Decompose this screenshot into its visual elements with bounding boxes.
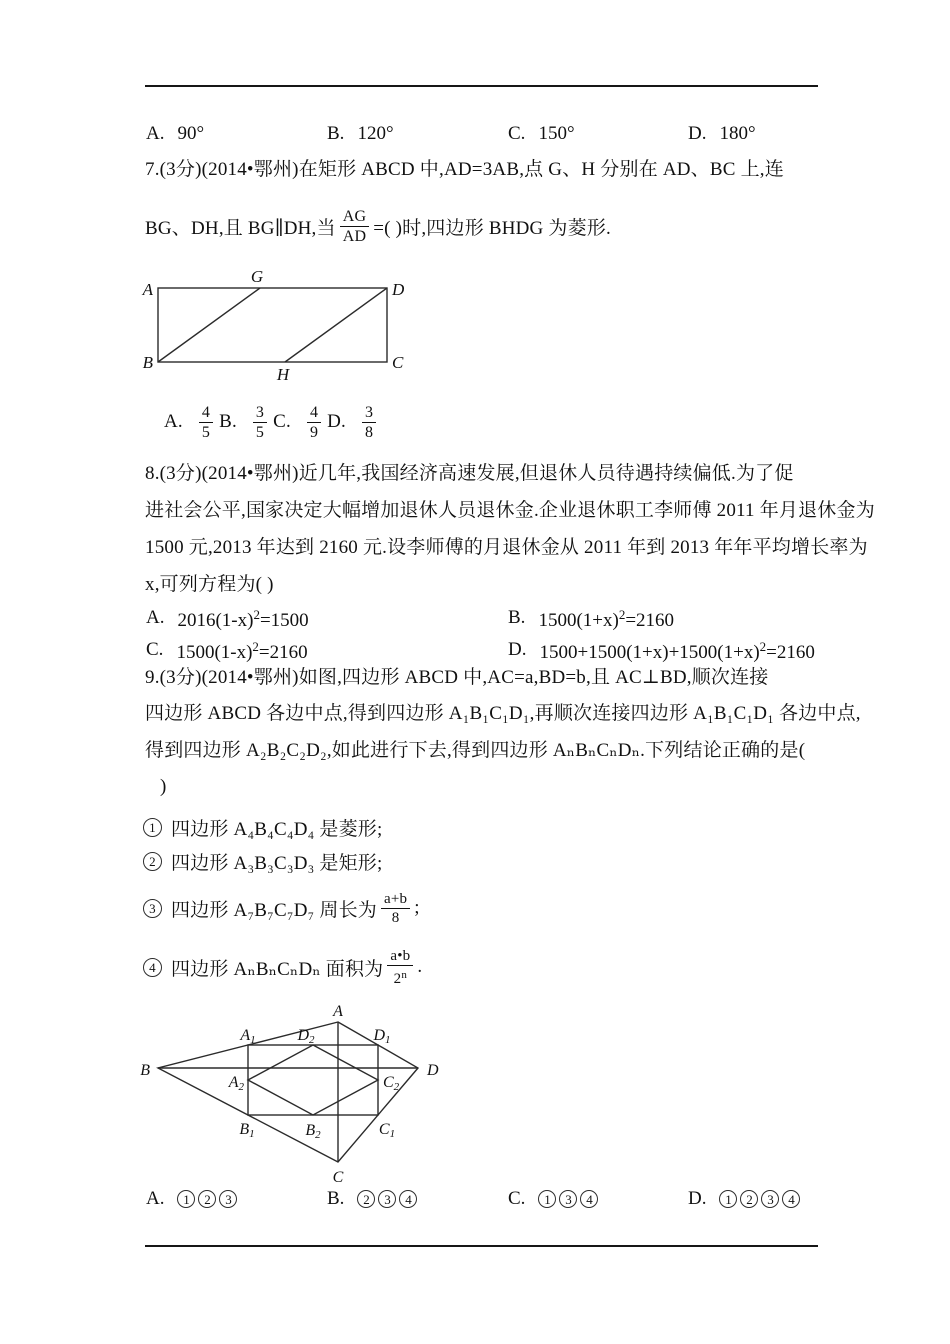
rectangle-abcd (158, 288, 387, 362)
statement-text: 四边形 AₙBₙCₙDₙ 面积为 (171, 958, 384, 980)
vertex-label-d1: D1 (373, 1027, 391, 1046)
segment-hd (285, 288, 387, 362)
statement-fraction (381, 890, 410, 927)
circled-number: 3 (761, 1190, 779, 1208)
option-label: D. (688, 1188, 707, 1209)
option-label: D. (688, 123, 707, 144)
equation-rest: =2160 (625, 610, 675, 631)
exponent: 2 (253, 607, 260, 622)
option-label: C. (146, 639, 164, 660)
vertex-label-d: D (392, 280, 405, 299)
option-label: C. (273, 411, 291, 432)
fraction-numerator: 4 (199, 403, 213, 423)
vertex-label-h: H (276, 365, 290, 384)
q8-option-c (146, 634, 308, 666)
q8-line-2: 进社会公平,国家决定大幅增加退休人员退休金.企业退休职工李师傅 2011 年月退休金为 (145, 500, 875, 521)
vertex-label-a1: A1 (240, 1027, 256, 1046)
exponent: 2 (618, 607, 626, 622)
q7-option-b-fraction (253, 403, 267, 442)
q7-option-d-fraction (362, 403, 376, 442)
fraction-numerator: AG (340, 207, 370, 227)
q8-option-b (508, 602, 674, 634)
equation-base: 1500(1-x) (176, 642, 253, 663)
top-rule (145, 85, 818, 87)
exponent: 2 (759, 639, 767, 654)
denominator-exponent: n (401, 968, 408, 981)
q7-option-a-fraction (199, 403, 213, 442)
option-circled-digits (177, 1190, 237, 1208)
option-label: B. (327, 1188, 345, 1209)
q9-option-a (146, 1186, 237, 1212)
q7-line-2-pre: BG、DH,且 BG∥DH,当 (145, 217, 336, 239)
q9-line-1: 9.(3分)(2014•鄂州)如图,四边形 ABCD 中,AC=a,BD=b,且 AC⊥BD,顺次连接 (145, 667, 769, 688)
equation-base: 1500+1500(1+x)+1500(1+x) (539, 642, 760, 663)
option-label: C. (508, 123, 526, 144)
vertex-label-a: A (142, 280, 153, 299)
fraction-denominator (391, 966, 410, 988)
q7-option-c-fraction (307, 403, 321, 442)
q9-line-3: 得到四边形 A₂B₂C₂D₂,如此进行下去,得到四边形 AₙBₙCₙDₙ.下列结论正确的是( (145, 740, 806, 761)
equation (539, 634, 814, 666)
q9-option-b (327, 1186, 417, 1212)
circled-number: 2 (143, 852, 162, 871)
q8-line-4: x,可列方程为( ) (145, 574, 274, 595)
option-label: B. (508, 607, 526, 628)
option-label: A. (146, 607, 165, 628)
q7-options (164, 400, 382, 444)
fraction-denominator: 5 (255, 423, 265, 441)
q8-option-d (508, 634, 815, 666)
q7-line-2 (145, 204, 611, 248)
q9-statement-3 (143, 886, 420, 930)
statement-text: 四边形 A₄B₄C₄D₄ 是菱形; (171, 819, 383, 840)
q7-line-1: 7.(3分)(2014•鄂州)在矩形 ABCD 中,AD=3AB,点 G、H 分别在 AD、BC 上,连 (145, 159, 784, 180)
vertex-label-d: D (427, 1062, 439, 1079)
equation-base: 2016(1-x) (177, 610, 254, 631)
equation-rest: =2160 (766, 642, 815, 663)
fraction-numerator: a•b (387, 947, 413, 966)
option-value: 120° (357, 123, 394, 144)
option-label: B. (219, 411, 237, 432)
circled-number: 1 (538, 1190, 556, 1208)
q9-statement-2 (143, 848, 382, 875)
fraction-numerator: 3 (253, 403, 267, 423)
equation-rest: =1500 (259, 610, 309, 631)
option-value: 150° (538, 123, 575, 144)
circled-number: 2 (198, 1190, 216, 1208)
q8-option-a (146, 602, 309, 634)
circled-number: 2 (357, 1190, 375, 1208)
statement-punctuation: ; (414, 897, 420, 918)
q9-quadrilateral-figure (130, 998, 450, 1188)
fraction-numerator: a+b (381, 890, 410, 909)
vertex-label-c2: C2 (383, 1074, 400, 1093)
q6-option-c (508, 121, 575, 147)
equation (538, 602, 674, 634)
circled-number: 4 (143, 958, 162, 977)
statement-text: 四边形 A₃B₃C₃D₃ 是矩形; (171, 853, 383, 874)
q7-line-2-post: =( )时,四边形 BHDG 为菱形. (373, 217, 611, 239)
exponent: 2 (252, 639, 259, 654)
circled-number: 3 (143, 899, 162, 918)
vertex-label-b: B (140, 1062, 150, 1079)
q6-option-b (327, 121, 394, 147)
q7-fraction (340, 207, 370, 246)
q8-line-3: 1500 元,2013 年达到 2160 元.设李师傅的月退休金从 2011 年到 2013 年年平均增长率为 (145, 537, 868, 558)
option-label: D. (508, 639, 527, 660)
segment-bg (158, 288, 260, 362)
vertex-label-b: B (142, 353, 153, 372)
vertex-label-a2: A2 (228, 1074, 244, 1093)
option-label: A. (164, 411, 183, 432)
q6-option-a (146, 121, 204, 147)
option-label: A. (146, 1188, 165, 1209)
option-circled-digits (538, 1190, 598, 1208)
vertex-label-a: A (333, 1003, 343, 1020)
fraction-denominator: 5 (201, 423, 211, 441)
vertex-label-c1: C1 (378, 1121, 396, 1140)
equation-base: 1500(1+x) (538, 610, 619, 631)
statement-punctuation: . (417, 956, 423, 977)
option-label: D. (327, 411, 347, 432)
statement-text: 四边形 A₇B₇C₇D₇ 周长为 (171, 899, 377, 921)
bottom-rule (145, 1245, 818, 1247)
quad-a1b1c1d1 (248, 1045, 378, 1115)
q6-option-d (688, 121, 756, 147)
option-value: 90° (177, 123, 205, 144)
circled-number: 1 (177, 1190, 195, 1208)
fraction-numerator: 3 (362, 403, 376, 423)
equation (176, 634, 307, 666)
fraction-denominator: 9 (309, 423, 319, 441)
circled-number: 1 (719, 1190, 737, 1208)
circled-number: 4 (399, 1190, 417, 1208)
circled-number: 4 (782, 1190, 800, 1208)
q9-option-d (688, 1186, 800, 1212)
denominator-base: 2 (393, 970, 402, 987)
q8-line-1: 8.(3分)(2014•鄂州)近几年,我国经济高速发展,但退休人员待遇持续偏低.为了促 (145, 463, 794, 484)
vertex-label-g: G (250, 267, 264, 286)
equation-rest: =2160 (258, 642, 308, 663)
circled-number: 4 (580, 1190, 598, 1208)
vertex-label-d2: D2 (297, 1027, 315, 1046)
vertex-label-c: C (332, 1169, 344, 1186)
circled-number: 3 (219, 1190, 237, 1208)
option-label: C. (508, 1188, 526, 1209)
statement-fraction (387, 947, 413, 988)
vertex-label-b2: B2 (305, 1122, 321, 1141)
fraction-denominator: AD (342, 227, 367, 245)
circled-number: 1 (143, 818, 162, 837)
option-circled-digits (357, 1190, 417, 1208)
vertex-label-c: C (392, 353, 404, 372)
option-circled-digits (719, 1190, 800, 1208)
q9-option-c (508, 1186, 598, 1212)
quad-a2b2c2d2 (248, 1045, 378, 1115)
q7-rectangle-figure (138, 262, 418, 390)
option-label: A. (146, 123, 165, 144)
vertex-label-b1: B1 (239, 1121, 255, 1140)
option-value: 180° (719, 123, 756, 144)
q9-line-2: 四边形 ABCD 各边中点,得到四边形 A₁B₁C₁D₁,再顺次连接四边形 A₁B₁C₁D₁ 各边中点, (145, 703, 861, 724)
q9-statement-4 (143, 945, 422, 989)
equation (177, 602, 308, 634)
circled-number: 2 (740, 1190, 758, 1208)
q9-statement-1 (143, 814, 382, 841)
circled-number: 3 (559, 1190, 577, 1208)
option-label: B. (327, 123, 345, 144)
fraction-denominator: 8 (391, 909, 400, 926)
fraction-numerator: 4 (307, 403, 321, 423)
circled-number: 3 (378, 1190, 396, 1208)
fraction-denominator: 8 (365, 423, 374, 441)
q9-line-4: ) (160, 776, 167, 797)
